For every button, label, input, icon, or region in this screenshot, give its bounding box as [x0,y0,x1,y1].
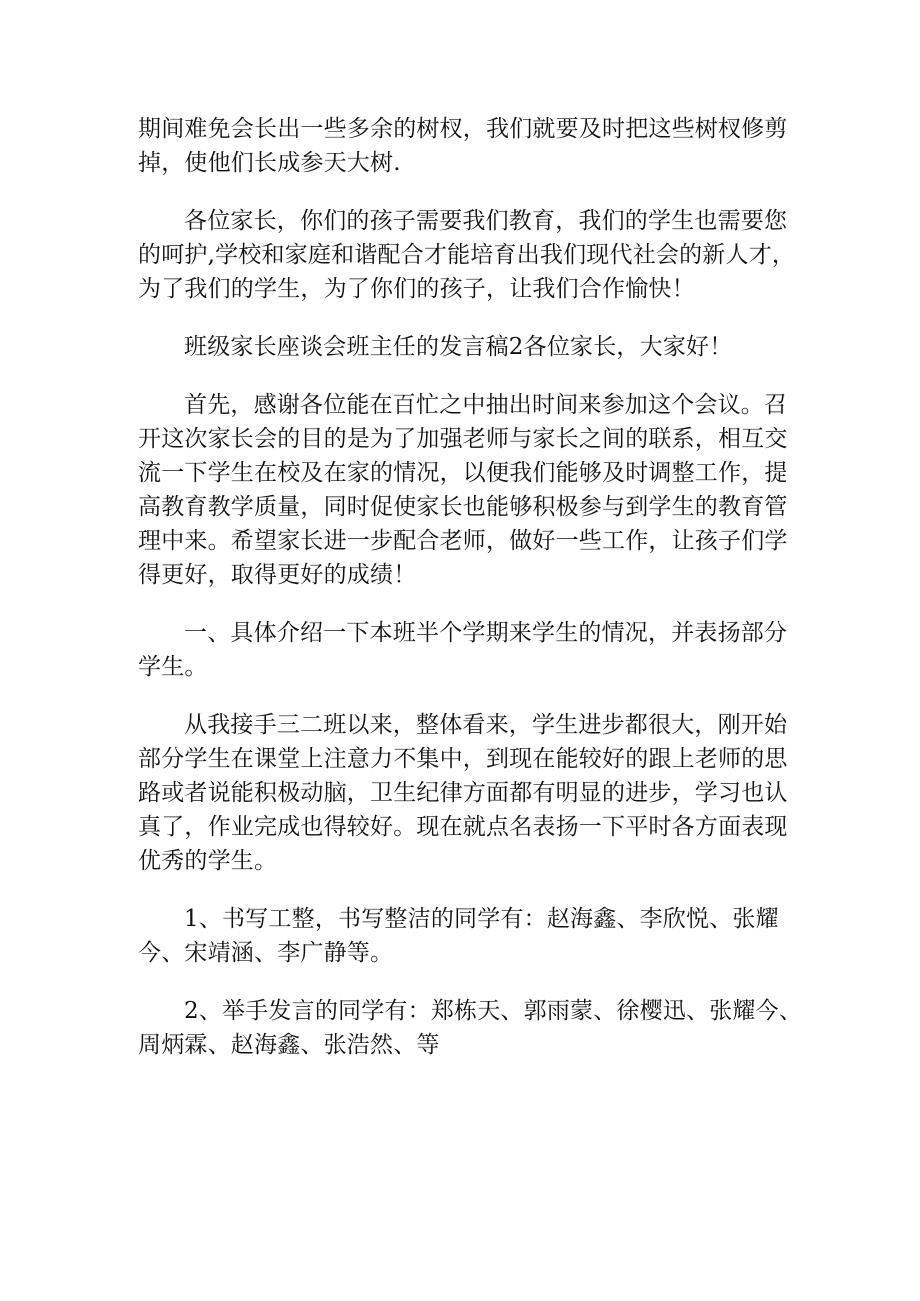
text-line: 优秀的学生。 [138,848,278,874]
text-line: 各位家长，你们的孩子需要我们教育，我们的学生也需要您 [184,208,788,234]
paragraph [138,616,800,684]
text-line: 期间难免会长出一些多余的树杈，我们就要及时把这些树杈修剪 [138,116,788,142]
paragraph [138,330,800,364]
text-line: 1、书写工整，书写整洁的同学有：赵海鑫、李欣悦、张耀 [184,906,779,932]
text-line: 为了我们的学生，为了你们的孩子，让我们合作愉快！ [138,276,695,302]
text-line: 流一下学生在校及在家的情况，以便我们能够及时调整工作，提 [138,460,788,486]
text-line: 理中来。希望家长进一步配合老师，做好一些工作，让孩子们学 [138,528,788,554]
paragraph [138,204,800,306]
text-line: 今、宋靖涵、李广静等。 [138,940,394,966]
text-line: 一、具体介绍一下本班半个学期来学生的情况，并表扬部分 [184,620,788,646]
text-line: 掉，使他们长成参天大树. [138,150,401,176]
text-line: 周炳霖、赵海鑫、张浩然、等 [138,1032,440,1058]
text-line: 部分学生在课堂上注意力不集中，到现在能较好的跟上老师的思 [138,746,788,772]
text-line: 首先，感谢各位能在百忙之中抽出时间来参加这个会议。召 [184,392,788,418]
text-line: 真了，作业完成也得较好。现在就点名表扬一下平时各方面表现 [138,814,788,840]
text-line: 班级家长座谈会班主任的发言稿2各位家长，大家好！ [184,334,733,360]
paragraph [138,708,800,878]
text-line: 开这次家长会的目的是为了加强老师与家长之间的联系，相互交 [138,426,788,452]
paragraph [138,994,803,1062]
text-line: 得更好，取得更好的成绩！ [138,562,417,588]
paragraph [138,112,800,180]
text-line: 的呵护,学校和家庭和谐配合才能培育出我们现代社会的新人才， [138,242,796,268]
text-line: 路或者说能积极动脑，卫生纪律方面都有明显的进步，学习也认 [138,780,788,806]
text-line: 2、举手发言的同学有：郑栋天、郭雨蒙、徐樱迅、张耀今、 [184,998,803,1024]
document-page [138,112,803,1062]
text-line: 高教育教学质量，同时促使家长也能够积极参与到学生的教育管 [138,494,788,520]
paragraph [138,388,800,592]
text-line: 学生。 [138,654,208,680]
text-line: 从我接手三二班以来，整体看来，学生进步都很大，刚开始 [184,712,788,738]
paragraph [138,902,800,970]
